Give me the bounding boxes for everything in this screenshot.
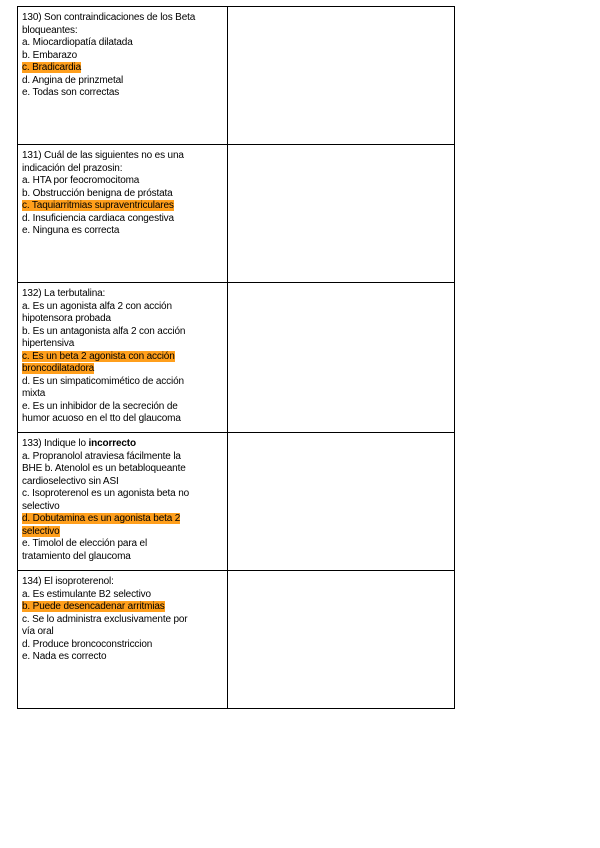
question-cell xyxy=(18,571,228,709)
question-title xyxy=(22,438,224,451)
option-d: d. Produce broncoconstriccion xyxy=(22,638,153,650)
option-e-cont: humor acuoso en el tto del glaucoma xyxy=(22,413,181,424)
option-d: d. Es un simpaticomimético de acción xyxy=(22,375,184,387)
option-a-cont: cardioselectivo sin ASI xyxy=(22,475,119,487)
option-a-cont: BHE b. Atenolol es un betabloqueante xyxy=(22,463,186,474)
option-e-cont: tratamiento del glaucoma xyxy=(22,550,131,562)
answer-cell xyxy=(228,571,455,709)
option-e: e. Ninguna es correcta xyxy=(22,225,120,236)
question-title: bloqueantes: xyxy=(22,24,78,36)
answer-cell xyxy=(228,7,455,145)
question-title: 132) La terbutalina: xyxy=(22,288,106,299)
question-row xyxy=(18,7,455,145)
option-b: b. Es un antagonista alfa 2 con acción xyxy=(22,325,186,337)
option-a-cont: hipotensora probada xyxy=(22,313,111,324)
answer-cell xyxy=(228,145,455,283)
option-d-correct-highlight: d. Dobutamina es un agonista beta 2 xyxy=(22,513,181,524)
question-row xyxy=(18,145,455,283)
option-c: c. Isoproterenol es un agonista beta no xyxy=(22,488,190,499)
question-row xyxy=(18,571,455,709)
option-b-cont: hipertensiva xyxy=(22,338,75,349)
option-b-correct-highlight: b. Puede desencadenar arritmias xyxy=(22,601,165,612)
option-a: a. Miocardiopatía dilatada xyxy=(22,37,133,48)
question-row xyxy=(18,433,455,571)
question-title: indicación del prazosin: xyxy=(22,162,123,174)
option-c-correct-highlight-cont: broncodilatadora xyxy=(22,363,95,374)
option-d: d. Angina de prinzmetal xyxy=(22,74,124,86)
option-d-cont: mixta xyxy=(22,388,46,399)
question-title-emphasis: incorrecto xyxy=(88,438,136,449)
question-title: 130) Son contraindicaciones de los Beta xyxy=(22,12,196,23)
option-d: d. Insuficiencia cardiaca congestiva xyxy=(22,212,174,224)
answer-cell xyxy=(228,283,455,433)
option-c: c. Se lo administra exclusivamente por xyxy=(22,613,188,625)
question-cell xyxy=(18,145,228,283)
option-a: a. Es un agonista alfa 2 con acción xyxy=(22,300,172,312)
option-c-correct-highlight: c. Taquiarritmias supraventriculares xyxy=(22,200,174,211)
option-a: a. HTA por feocromocitoma xyxy=(22,175,140,186)
answer-cell xyxy=(228,433,455,571)
question-cell xyxy=(18,7,228,145)
question-title-prefix: 133) Indique lo xyxy=(22,438,89,449)
question-134 xyxy=(18,571,227,664)
option-b: b. Embarazo xyxy=(22,49,78,61)
option-e: e. Todas son correctas xyxy=(22,87,120,98)
option-e: e. Nada es correcto xyxy=(22,651,107,662)
question-132 xyxy=(18,283,227,426)
question-cell xyxy=(18,433,228,571)
option-b: b. Obstrucción benigna de próstata xyxy=(22,187,173,199)
question-row xyxy=(18,283,455,433)
option-c-cont: vía oral xyxy=(22,626,54,637)
option-c-cont: selectivo xyxy=(22,500,60,512)
option-e: e. Timolol de elección para el xyxy=(22,538,148,549)
option-a: a. Propranolol atraviesa fácilmente la xyxy=(22,450,181,462)
question-133 xyxy=(18,433,227,563)
option-a: a. Es estimulante B2 selectivo xyxy=(22,588,151,600)
question-title: 131) Cuál de las siguientes no es una xyxy=(22,150,184,161)
option-d-correct-highlight-cont: selectivo xyxy=(22,525,60,537)
question-131 xyxy=(18,145,227,238)
option-c-correct-highlight: c. Bradicardia xyxy=(22,62,82,73)
question-130 xyxy=(18,7,227,100)
option-e: e. Es un inhibidor de la secreción de xyxy=(22,400,178,412)
option-c-correct-highlight: c. Es un beta 2 agonista con acción xyxy=(22,350,175,362)
questions-table xyxy=(17,6,455,709)
question-title: 134) El isoproterenol: xyxy=(22,576,114,587)
question-cell xyxy=(18,283,228,433)
